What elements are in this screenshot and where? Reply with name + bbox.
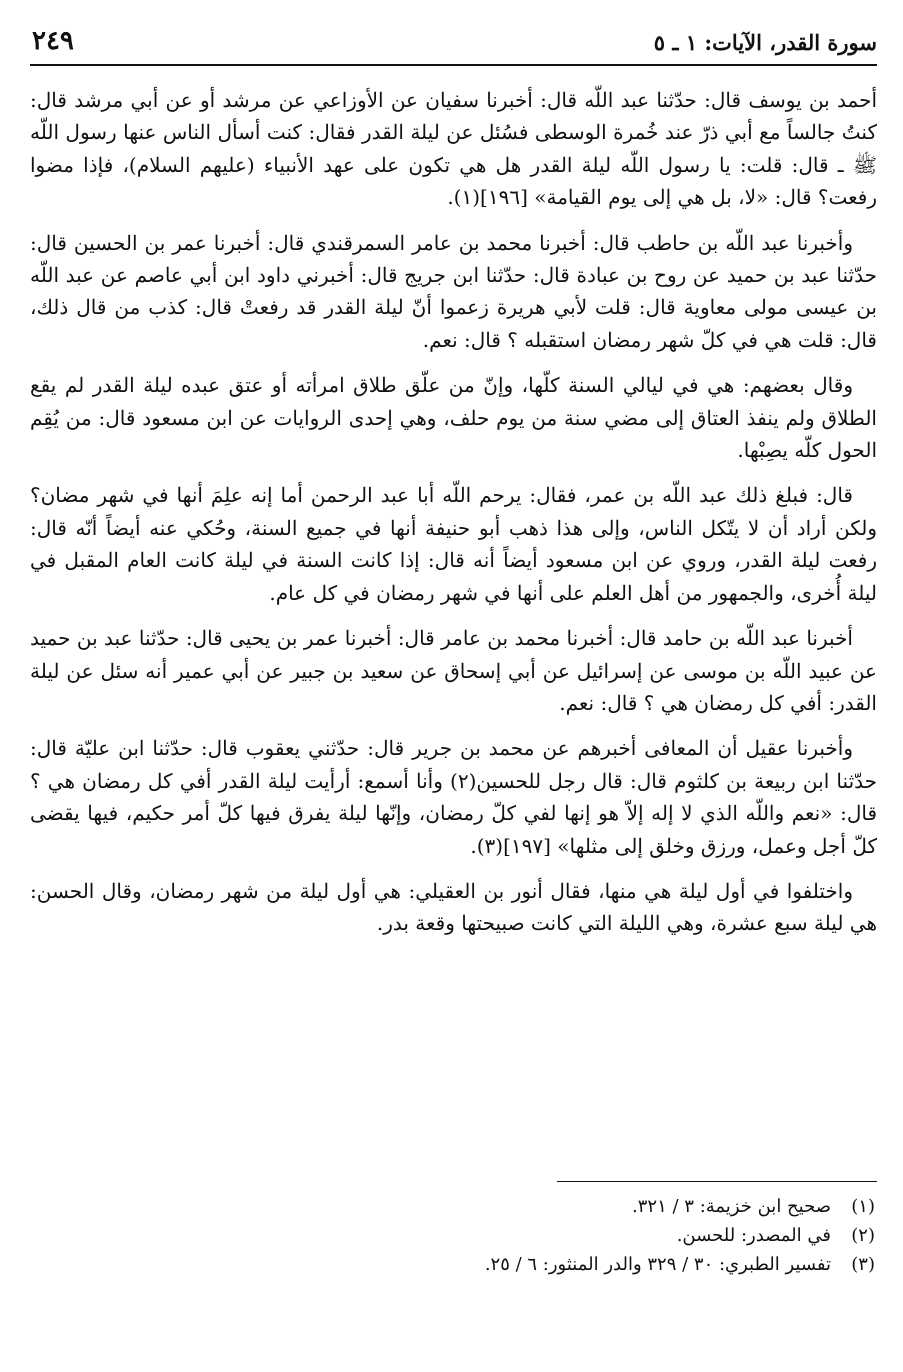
footnotes: [30, 1192, 875, 1279]
footnote-text: تفسير الطبري: ٣٠ / ٣٢٩ والدر المنثور: ٦ / ٢٥.: [484, 1254, 831, 1275]
footnote-number: (٣): [851, 1254, 875, 1275]
paragraph: قال: فبلغ ذلك عبد اللّه بن عمر، فقال: يرحم اللّه أبا عبد الرحمن أما إنه علِمَ أنها في شهر مضان؟ ولكن أراد أن لا يتّكل الناس، وإلى هذا ذهب أبو حنيفة أنها في جميع السنة، وحُكي عنه أيضاً أنّه قال: رفعت ليلة القدر، وروي عن ابن مسعود أيضاً أنه قال: إذا كانت السنة في ليلة كانت العام المقبل في ليلة أُخرى، والجمهور من أهل العلم على أنها في شهر رمضان في كل عام.: [30, 483, 878, 605]
page-header: [32, 22, 877, 64]
footnote-text: صحيح ابن خزيمة: ٣ / ٣٢١.: [632, 1196, 831, 1217]
page-number: ٢٤٩: [32, 26, 74, 56]
paragraph: واختلفوا في أول ليلة هي منها، فقال أنور بن العقيلي: هي أول ليلة من شهر رمضان، وقال الحسن: هي ليلة سبع عشرة، وهي الليلة التي كانت صبيحتها وقعة بدر.: [30, 878, 877, 936]
footnote: [30, 1250, 875, 1279]
footnote: [30, 1221, 875, 1250]
running-title: سورة القدر، الآيات: ١ ـ ٥: [653, 30, 877, 55]
footnote-text: في المصدر: للحسن.: [676, 1225, 831, 1246]
paragraph: أحمد بن يوسف قال: حدّثنا عبد اللّه قال: أخبرنا سفيان عن الأوزاعي عن مرشد أو عن أبي مرشد قال: كنتُ جالساً مع أبي ذرّ عند خُمرة الوسطى فسُئل عن ليلة القدر فقال: كنت أسأل الناس عنها رسول اللّه ﷺ ـ قال: قلت: يا رسول اللّه ليلة القدر هل هي تكون على عهد الأنبياء (عليهم السلام)، فإذا مضوا رفعت؟ قال: «لا، بل هي إلى يوم القيامة» [١٩٦](١).: [30, 88, 878, 210]
paragraph: وأخبرنا عبد اللّه بن حاطب قال: أخبرنا محمد بن عامر السمرقندي قال: أخبرنا عمر بن الحسين قال: حدّثنا عبد بن حميد عن روح بن عبادة قال: حدّثنا ابن جريج قال: أخبرني داود ابن أبي عاصم عن عبد اللّه بن عيسى مولى معاوية قال: قلت لأبي هريرة زعموا أنّ ليلة القدر قد رفعتْ قال: كذب من قال ذلك، قال: قلت هي في كلّ شهر رمضان استقبله ؟ قال: نعم.: [30, 230, 877, 352]
main-text: [30, 84, 877, 953]
paragraph: وأخبرنا عقيل أن المعافى أخبرهم عن محمد بن جرير قال: حدّثني يعقوب قال: حدّثنا ابن عليّة قال: حدّثنا ابن ربيعة بن كلثوم قال: قال رجل للحسين(٢) وأنا أسمع: أرأيت ليلة القدر أفي كل رمضان هي ؟ قال: «نعم واللّه الذي لا إله إلاّ هو إنها لفي كلّ رمضان، وإنّها ليلة يفرق فيها كلّ أمر حكيم، فيها يقضى كلّ أجل وعمل، ورزق وخلق إلى مثلها» [١٩٧](٣).: [30, 736, 877, 858]
footnote: [30, 1192, 875, 1221]
header-rule: [30, 64, 877, 66]
paragraph: وقال بعضهم: هي في ليالي السنة كلّها، وإنّ من علّق طلاق امرأته أو عتق عبده ليلة القدر لم يقع الطلاق ولم ينفذ العتاق إلى مضي سنة من يوم حلف، وهي إحدى الروايات عن ابن مسعود قال: من يُقِم الحول كلّه يصِبْها.: [30, 373, 877, 463]
footnote-number: (٢): [851, 1225, 875, 1246]
footnote-number: (١): [851, 1196, 875, 1217]
paragraph: أخبرنا عبد اللّه بن حامد قال: أخبرنا محمد بن عامر قال: أخبرنا عمر بن يحيى قال: حدّثنا عبد بن حميد عن عبيد اللّه بن موسى عن إسرائيل عن أبي إسحاق عن سعيد بن جبير عن أبي عمير أنه سئل عن ليلة القدر: أفي كل رمضان هي ؟ قال: نعم.: [30, 626, 877, 715]
footnote-rule: [557, 1181, 877, 1182]
